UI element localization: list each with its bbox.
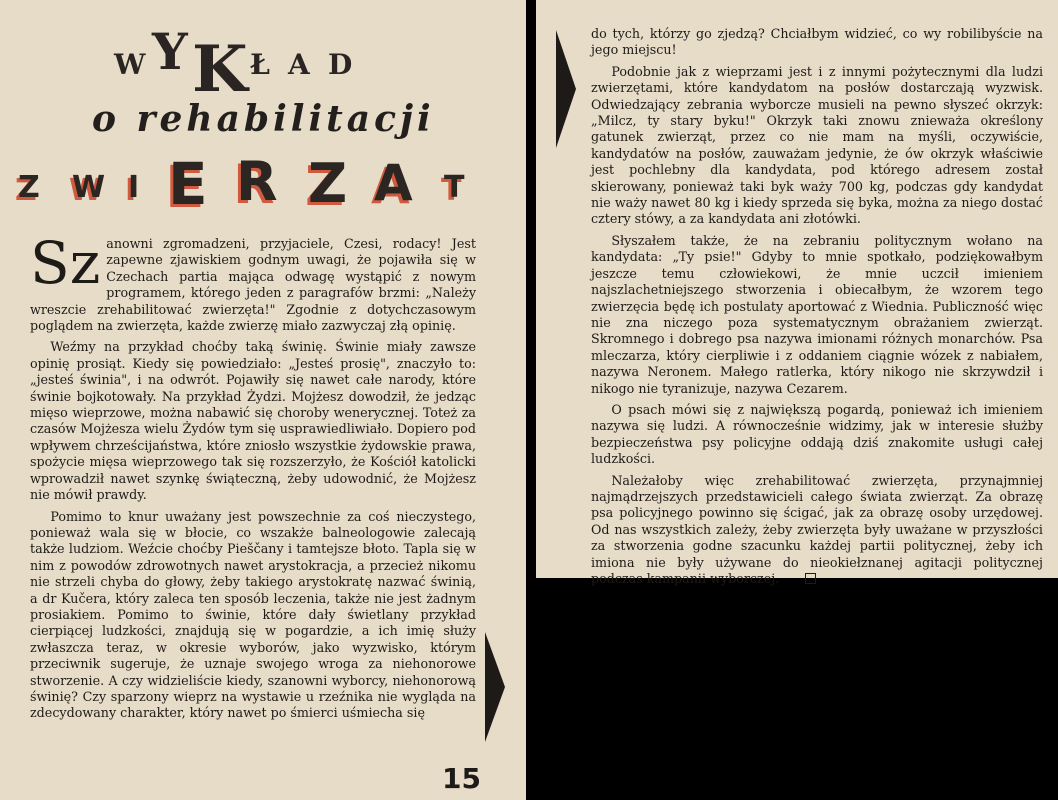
- title-letter: E: [168, 150, 208, 218]
- drop-cap: Sz: [30, 229, 101, 297]
- title-letter: W: [72, 170, 106, 205]
- left-page: [0, 0, 526, 800]
- title-letter: K: [192, 32, 248, 107]
- title-letter: W: [114, 48, 146, 81]
- title-letter: T: [444, 170, 465, 205]
- paragraph-text: Należałoby więc zrehabilitować zwierzęta, przynajmniej najmądrzejszych przedstawicieli całego świata zwierząt. Za obrazę psa policyjnego powinno się ścigać, jak za obrazę osoby urzędowej. Od nas wszystkich zależy, żeby zwierzęta były uważane w przyszłości za stworzenia godne szacunku każdej partii politycznej, żeby ich imiona nie były używane do nieokiełznanej agitacji politycznej podczas kampanii wyborczej.: [591, 472, 1043, 586]
- paragraph: O psach mówi się z największą pogardą, ponieważ ich imieniem nazywa się ludzi. A równocześnie widzimy, jak w interesie służby bezpieczeństwa psy policyjne oddają dziś znakomite usługi całej ludzkości.: [591, 401, 1043, 467]
- right-page: [536, 0, 1058, 586]
- title-letter: Y: [152, 22, 188, 81]
- title-letter: A: [288, 48, 310, 81]
- right-article-column: [591, 26, 1043, 587]
- paragraph: Słyszałem także, że na zebraniu politycznym wołano na kandydata: „Ty psie!" Gdyby to mnie spotkało, podziękowałbym jeszcze temu człowiekowi, że mnie uczcił imieniem najszlachetniejszego stworzenia i obiecałbym, że wzorem tego zwierzęcia będę ich postulaty aportować z Wiednia. Publiczność więc nie zna niczego poza systematycznym obrażaniem zwierząt. Skromnego i dobrego psa nazywa imionami różnych monarchów. Psa mleczarza, który cierpliwie i z oddaniem ciągnie wózek z nabiałem, nazywa Neronem. Małego ratlerka, który nikogo nie skrzywdził i nikogo nie tyranizuje, nazywa Cezarem.: [591, 232, 1043, 396]
- page-number: 15: [442, 762, 481, 795]
- title-letter: A: [374, 154, 413, 212]
- paragraph: [591, 473, 1043, 588]
- title-letter: I: [128, 170, 140, 205]
- title-letter: D: [328, 48, 353, 81]
- title-letter: R: [236, 150, 278, 213]
- continued-arrow-icon: [554, 30, 576, 148]
- title-letter: Z: [18, 170, 40, 205]
- title-wyklad: [100, 18, 400, 107]
- paragraph: [30, 229, 476, 334]
- title-o-rehabilitacji: o rehabilitacji: [92, 98, 435, 140]
- paragraph: Pomimo to knur uważany jest powszechnie za coś nieczystego, ponieważ wala się w błocie, co wszakże balneologowie zalecają także ludziom. Weźcie choćby Pieščany i tamtejsze błoto. Tapla się w nim z powodów zdrowotnych nawet arystokracja, a przecież nikomu nie strzeli chyba do głowy, żeby takiego arystokratę nazwać świnią, a dr Kučera, który zaleca ten sposób leczenia, także nie jest żadnym prosiakiem. Pomimo to świnie, które dały świetlany przykład cierpiącej ludzkości, znajdują się w pogardzie, a ich imię służy zwłaszcza teraz, w okresie wyborów, jako wyzwisko, którym przeciwnik sugeruje, że uznaje swojego wroga za niehonorowe stworzenie. A czy widzieliście kiedy, szanowni wyborcy, niehonorową świnię? Czy sparzony wieprz na wystawie u rzeźnika nie wygląda na zdecydowany charakter, który nawet po śmierci uśmiecha się: [30, 508, 476, 721]
- title-letter: Z: [308, 152, 348, 215]
- paragraph: do tych, którzy go zjedzą? Chciałbym widzieć, co wy robilibyście na jego miejscu!: [591, 26, 1043, 58]
- paragraph-text: anowni zgromadzeni, przyjaciele, Czesi, rodacy! Jest zapewne zjawiskiem godnym uwagi, że pojawiła się w Czechach partia mająca odwagę wystąpić z nowym programem, którego jeden z paragrafów brzmi: „Należy wreszcie zrehabilitować zwierzęta!" Zgodnie z dotychczasowym poglądem na zwierzęta, każde zwierzę miało zazwyczaj złą opinię.: [30, 236, 476, 334]
- end-of-article-icon: [805, 573, 816, 584]
- title-zwierzat: [10, 150, 490, 220]
- title-letter: Ł: [250, 48, 270, 81]
- paragraph: Weźmy na przykład choćby taką świnię. Świnie miały zawsze opinię prosiąt. Kiedy się powiedziało: „Jesteś prosię", znaczyło to: „jesteś świnia", i na odwrót. Pojawiły się nawet całe narody, które świnie bojkotowały. Na przykład Żydzi. Mojżesz dowodził, że jedząc mięso wieprzowe, można nabawić się choroby wenerycznej. Toteż za czasów Mojżesza wielu Żydów tym się usprawiedliwiało. Dopiero pod wpływem chrześcijaństwa, które zniosło wszystkie żydowskie prawa, spożycie mięsa wieprzowego tak się rozszerzyło, że Kościół katolicki wprowadził nawet szynkę świąteczną, żeby udowodnić, że Mojżesz nie mówił prawdy.: [30, 339, 477, 503]
- left-article-column: [30, 229, 477, 722]
- paragraph: Podobnie jak z wieprzami jest i z innymi pożytecznymi dla ludzi zwierzętami, które kandydatom na posłów dostarczają wyzwisk. Odwiedzający zebrania wyborcze musieli na pewno słyszeć okrzyk: „Milcz, ty stary byku!" Okrzyk taki znowu znieważa określony gatunek zwierząt, przez co nie mam na myśli, oczywiście, kandydatów na posłów, zauważam jedynie, że ów okrzyk właściwie jest pochlebny dla kandydata, pod którego adresem został skierowany, ponieważ taki byk waży 700 kg, podczas gdy kandydat nie waży nawet 80 kg i kiedy sprzeda się byka, można za niego dostać cztery stówy, a za kandydata ani złotówki.: [591, 63, 1043, 227]
- continue-arrow-icon: [483, 632, 505, 742]
